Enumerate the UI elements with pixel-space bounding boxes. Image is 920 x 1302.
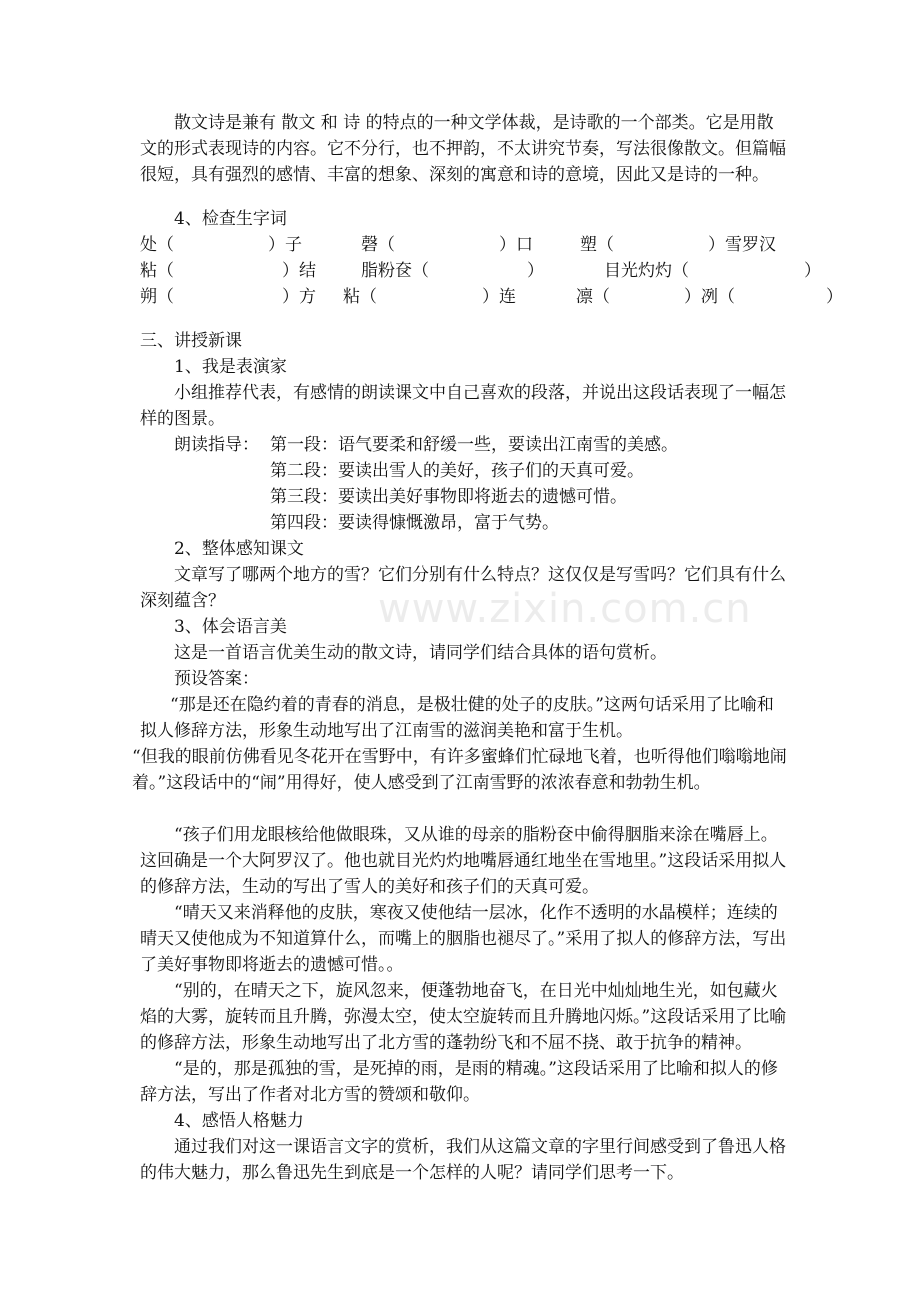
vocab-cell: 朔（ [140, 287, 174, 307]
vocab-cell: 脂粉奁（ [361, 261, 429, 281]
vocab-cell: ） [527, 261, 544, 281]
answer-paragraph: “但我的眼前仿佛看见冬花开在雪野中，有许多蜜蜂们忙碌地飞着，也听得他们嗡嗡地闹着。”这段话中的“闹”用得好，使人感受到了江南雪野的浓浓春意和勃勃生机。 [132, 747, 787, 794]
vocab-cell: 凛（ [576, 287, 610, 307]
body-paragraph: 通过我们对这一课语言文字的赏析，我们从这篇文章的字里行间感受到了鲁迅人格的伟大魅力，那么鲁迅先生到底是一个怎样的人呢？请同学们思考一下。 [140, 1137, 786, 1184]
vocab-cell: ） [804, 261, 821, 281]
answer-paragraph: “别的，在晴天之下，旋风忽来，便蓬勃地奋飞，在日光中灿灿地生光，如包藏火焰的大雾，旋转而且升腾，弥漫太空，使太空旋转而且升腾地闪烁。”这段话采用了比喻的修辞方法，形象生动地写出了北方雪的蓬勃纷飞和不屈不挠、敢于抗争的精神。 [140, 981, 787, 1054]
subsection-heading: 4、感悟人格魅力 [174, 1111, 304, 1131]
vocab-cell: ）连 [482, 287, 516, 307]
answer-paragraph: “是的，那是孤独的雪，是死掉的雨，是雨的精魂。”这段话采用了比喻和拟人的修辞方法，写出了作者对北方雪的赞颂和敬仰。 [140, 1059, 778, 1106]
body-paragraph: 这是一首语言优美生动的散文诗，请同学们结合具体的语句赏析。 [174, 643, 667, 663]
body-paragraph: 小组推荐代表，有感情的朗读课文中自己喜欢的段落，并说出这段话表现了一幅怎样的图景。 [140, 383, 786, 430]
watermark: www.zixin.com.cn [378, 586, 752, 632]
vocab-cell: 粘（ [140, 261, 174, 281]
guide-label: 朗读指导： [174, 435, 259, 455]
vocab-cell: ）雪罗汉 [708, 235, 776, 255]
subsection-heading: 3、体会语言美 [174, 617, 287, 637]
answer-paragraph: “孩子们用龙眼核给他做眼珠，又从谁的母亲的脂粉奁中偷得胭脂来涂在嘴唇上。这回确是一个大阿罗汉了。他也就目光灼灼地嘴唇通红地坐在雪地里。”这段话采用拟人的修辞方法，生动的写出了雪人的美好和孩子们的天真可爱。 [140, 825, 787, 898]
vocab-cell: ）方 [282, 287, 316, 307]
intro-paragraph: 散文诗是兼有 散文 和 诗 的特点的一种文学体裁，是诗歌的一个部类。它是用散文的形式表现诗的内容。它不分行，也不押韵，不太讲究节奏，写法很像散文。但篇幅很短，具有强烈的感情、丰富的想象、深刻的寓意和诗的意境，因此又是诗的一种。 [140, 113, 786, 186]
section-heading: 三、讲授新课 [140, 331, 242, 351]
body-paragraph: 文章写了哪两个地方的雪？它们分别有什么特点？这仅仅是写雪吗？它们具有什么深刻蕴含？ [140, 565, 786, 612]
subsection-heading: 1、我是表演家 [174, 357, 287, 377]
vocab-cell: 塑（ [580, 235, 614, 255]
vocab-cell: 粘（ [343, 287, 377, 307]
answer-paragraph: “晴天又来消释他的皮肤，寒夜又使他结一层冰，化作不透明的水晶模样；连续的晴天又使他成为不知道算什么，而嘴上的胭脂也褪尽了。”采用了拟人的修辞方法，写出了美好事物即将逝去的遗憾可惜。。 [140, 903, 787, 976]
vocab-cell: 磬（ [361, 235, 395, 255]
vocab-cell: ）冽（ [684, 287, 735, 307]
vocab-cell: ）子 [268, 235, 302, 255]
vocab-heading: 4、检查生字词 [174, 209, 287, 229]
vocab-cell: ）口 [499, 235, 533, 255]
vocab-cell: 处（ [140, 235, 174, 255]
guide-line: 第二段：要读出雪人的美好，孩子们的天真可爱。 [270, 461, 644, 481]
vocab-cell: ）结 [282, 261, 316, 281]
vocab-cell: 目光灼灼（ [604, 261, 689, 281]
vocab-cell: ） [826, 287, 843, 307]
guide-line: 第三段：要读出美好事物即将逝去的遗憾可惜。 [270, 487, 627, 507]
answer-label: 预设答案： [174, 669, 259, 689]
guide-line: 第四段：要读得慷慨激昂，富于气势。 [270, 513, 559, 533]
answer-paragraph: “那是还在隐约着的青春的消息，是极壮健的处子的皮肤。”这两句话采用了比喻和拟人修辞方法，形象生动地写出了江南雪的滋润美艳和富于生机。 [140, 695, 774, 742]
guide-line: 第一段：语气要柔和舒缓一些，要读出江南雪的美感。 [270, 435, 678, 455]
subsection-heading: 2、整体感知课文 [174, 539, 304, 559]
